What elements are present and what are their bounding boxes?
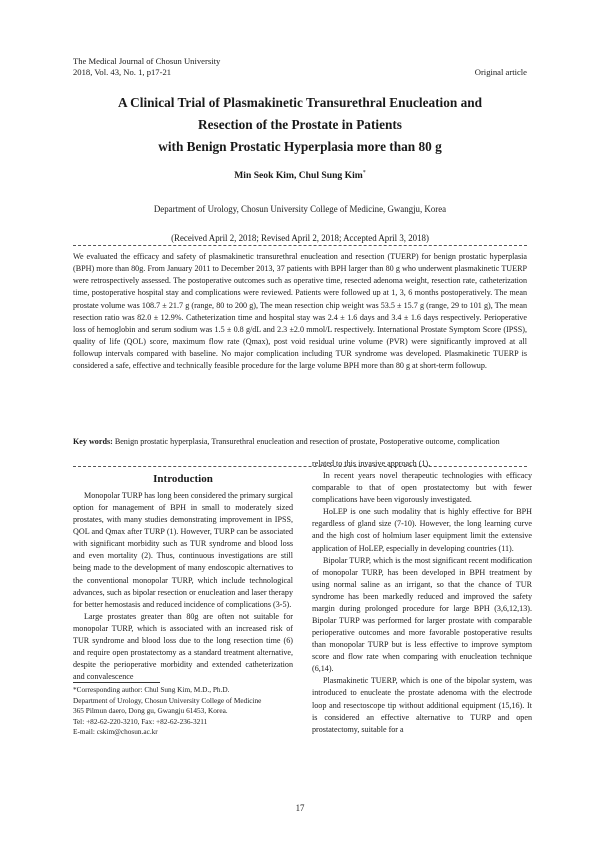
- journal-header: [73, 56, 220, 78]
- footnote-line: Tel: +82-62-220-3210, Fax: +82-62-236-3211: [73, 716, 208, 726]
- body-paragraph: HoLEP is one such modality that is highly effective for BPH regardless of gland size (7-10). However, the long learning curve and the high cost of holmium laser equipment limit the extensive application of HoLEP, especially in developing countries (11).: [312, 507, 532, 553]
- footnote-line: 365 Pilmun daero, Dong gu, Gwangju 61453, Korea.: [73, 706, 228, 716]
- page-number: 17: [295, 803, 305, 813]
- author-list: [0, 170, 600, 181]
- article-type: Original article: [474, 67, 527, 77]
- footnote-line: Department of Urology, Chosun University College of Medicine: [73, 695, 262, 705]
- title-line: Resection of the Prostate in Patients: [198, 117, 402, 132]
- title-line: A Clinical Trial of Plasmakinetic Transurethral Enucleation and: [117, 95, 483, 110]
- body-paragraph: In recent years novel therapeutic technologies with efficacy comparable to that of open prostatectomy but with fewer complications have been vigorously investigated.: [312, 471, 532, 505]
- body-paragraph: Large prostates greater than 80g are often not suitable for monopolar TURP, which is associated with an increased risk of TUR syndrome and blood loss due to the long resection time (6) and require open prostatectomy as a standard treatment alternative, despite the perioperative morbidity and extended catheterization and convalescence: [73, 611, 293, 682]
- abstract: We evaluated the efficacy and safety of plasmakinetic transurethral enucleation and resection (TUERP) for benign prostatic hyperplasia (BPH) more than 80g. From January 2011 to December 2013, 37 patients with BPH larger than 80 g who underwent plasmakinetic TUERP were retrospectively assessed. The postoperative outcomes such as operative time, resected adenoma weight, resection rate, catheterization time, postoperative hospital stay and complications were reviewed. Patients were followed up at 1, 3, 6 months postoperatively. The mean prostate volume was 108.7 ± 21.7 g (range, 80 to 200 g), The mean resection chip weight was 53.5 ± 15.7 g (range, 29 to 101 g), The mean resection ratio was 82.0 ± 12.9%. Catheterization time and hospital stay was 2.4 ± 1.6 days and 3.4 ± 1.6 days respectively. Perioperative loss of hemoglobin and serum sodium was 1.5 ± 0.8 g/dL and 2.3 ±2.0 mmol/L respectively. International Prostate Symptom Score (IPSS), quality of life (QOL) score, maximum flow rate (Qmax), post void residual urine volume (PVR) were significantly improved at all followup intervals compared with baseline. No major complication including TUR syndrome was developed. Plasmakinetic TUERP is considered a safe, effective and technically feasible procedure for the large volume BPH more than 80 g at short-term followup.: [73, 252, 527, 371]
- keywords-text: Benign prostatic hyperplasia, Transurethral enucleation and resection of prostate, Postoperative outcome, complication: [112, 437, 500, 446]
- section-heading: Introduction: [153, 473, 213, 485]
- journal-volume: 2018, Vol. 43, No. 1, p17-21: [73, 67, 172, 77]
- journal-name: The Medical Journal of Chosun University: [73, 56, 221, 66]
- submission-dates: (Received April 2, 2018; Revised April 2, 2018; Accepted April 3, 2018): [171, 233, 429, 243]
- footnote-email: E-mail: cskim@chosun.ac.kr: [73, 727, 158, 737]
- body-paragraph: Bipolar TURP, which is the most significant recent modification of monopolar TURP, has been developed in BPH treatment by using normal saline as an irrigant, so that the chance of TUR syndrome has been markedly reduced and improved the safety margin during prolonged procedure for large BPH (3,6,12,13). Bipolar TURP was performed for larger prostate with comparable perioperative outcomes and more favorable postoperative results than monopolar TURP but is less effective to improve symptom score and flow rate when comparing with enucleation technique (6,14).: [312, 555, 532, 674]
- corresponding-author-footnote: [73, 685, 303, 738]
- title-line: with Benign Prostatic Hyperplasia more than 80 g: [158, 139, 442, 154]
- author-names: Min Seok Kim, Chul Sung Kim: [234, 170, 363, 182]
- keywords: [73, 436, 527, 448]
- body-paragraph: Plasmakinetic TUERP, which is one of the bipolar system, was introduced to enucleate the prostate adenoma with the electrode loop and resectoscope tip without additional equipment (15,16). It is considered an effective alternative to TURP and open prostatectomy, suitable for a: [312, 676, 532, 734]
- body-paragraph: Monopolar TURP has long been considered the primary surgical option for management of BPH in small to moderately sized prostates, with many studies demonstrating improvement in IPSS, QOL and Qmax after TURP (1). However, TURP can be associated with significant morbidity such as TUR syndrome and blood loss and even mortality (2). Thus, continuous investigations are still being made to the development of many endoscopic alternatives to the conventional monopolar TURP, which include technological advances, such as bipolar resection or enucleation and laser therapy for better hemostasis and reduced incidence of complications (3-5).: [73, 491, 293, 609]
- footnote-rule: [73, 682, 160, 683]
- left-column: [73, 472, 293, 683]
- divider: [73, 245, 527, 246]
- corresponding-marker: *: [362, 170, 366, 176]
- keywords-label: Key words:: [73, 437, 113, 446]
- affiliation: Department of Urology, Chosun University College of Medicine, Gwangju, Korea: [153, 204, 447, 214]
- footnote-line: *Corresponding author: Chul Sung Kim, M.D., Ph.D.: [73, 685, 230, 694]
- paper-title: [60, 92, 540, 158]
- body-paragraph: related to this invasive approach (1).: [312, 459, 431, 468]
- right-column: [312, 458, 532, 736]
